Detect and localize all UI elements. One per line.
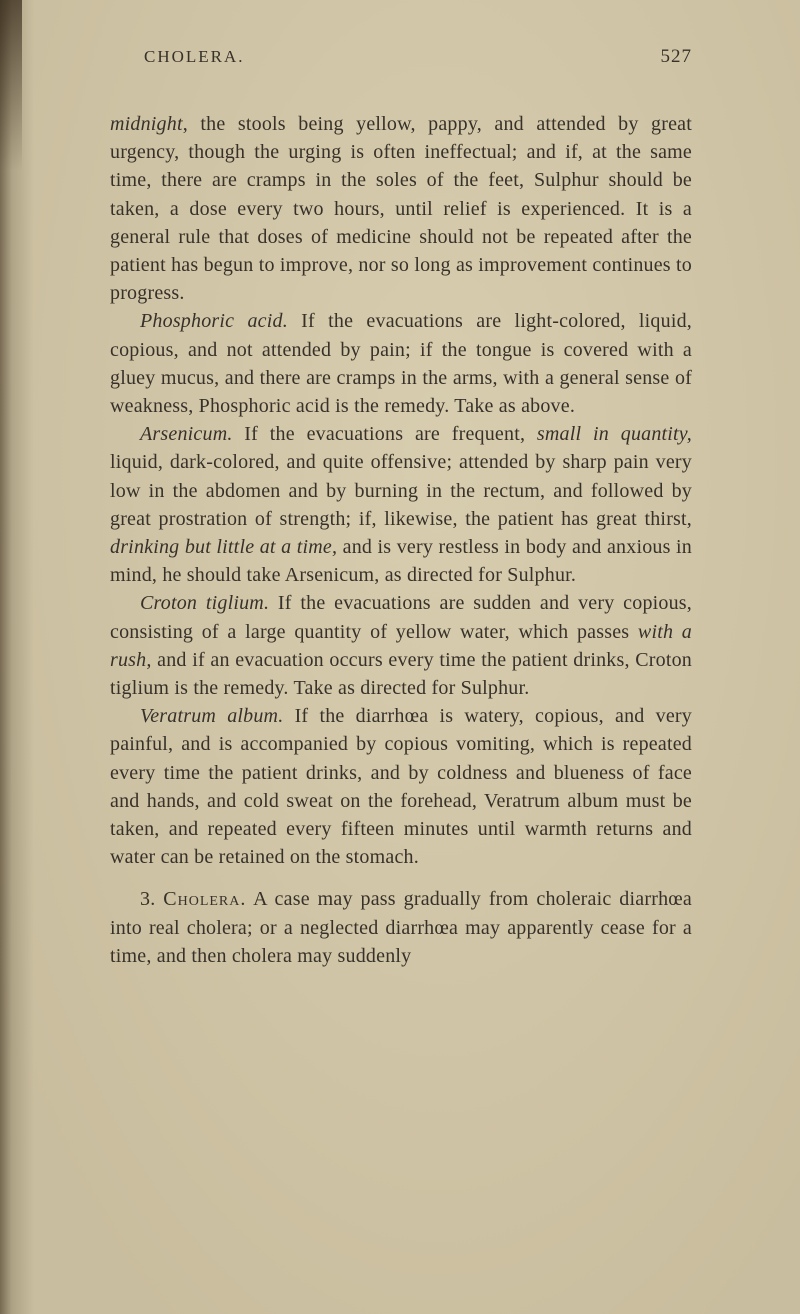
- text-segment-italic: with a rush,: [110, 620, 692, 671]
- text-segment: and is very restless in body and anxious in mind, he should take Arsenicum, as directed for Sulphur.: [110, 536, 692, 587]
- text-segment-italic: small in quantity,: [536, 423, 692, 446]
- text-segment-italic: Veratrum album.: [140, 705, 284, 728]
- text-segment: liquid, dark-colored, and quite offensive; attended by sharp pain very low in the abdomen and by burning in the rectum, and followed by great prostration of strength; if, likewise, the patient has great thirst,: [110, 451, 692, 530]
- paragraph: [110, 885, 692, 970]
- paragraph: [110, 110, 692, 307]
- text-segment-smallcaps: Cholera.: [163, 888, 247, 911]
- page-header: [110, 46, 692, 68]
- text-segment: If the evacuations are light-colored, liquid, copious, and not attended by pain; if the tongue is covered with a gluey mucus, and there are cramps in the arms, with a general sense of weakness, Phosphoric acid is the remedy. Take as above.: [110, 310, 692, 418]
- paragraph: [110, 420, 692, 589]
- paragraph: [110, 702, 692, 871]
- paragraph: [110, 589, 692, 702]
- text-segment-italic: Phosphoric acid.: [140, 310, 288, 333]
- text-segment: , the stools being yellow, pappy, and attended by great urgency, though the urging is often ineffectual; and if, at the same time, there are cramps in the soles of the feet, Sulphur should be taken, a dose every two hours, until relief is experienced. It is a general rule that doses of medicine should not be repeated after the patient has begun to improve, nor so long as improvement continues to progress.: [110, 113, 692, 305]
- text-segment-italic: Croton tiglium.: [140, 592, 270, 615]
- text-segment: If the evacuations are frequent,: [232, 423, 537, 446]
- text-segment-italic: Arsenicum.: [140, 423, 233, 446]
- text-segment: and if an evacuation occurs every time the patient drinks, Croton tiglium is the remedy. Take as directed for Sulphur.: [110, 648, 692, 700]
- page-body: [110, 110, 692, 970]
- paragraph: [110, 307, 692, 420]
- text-segment-italic: drinking but little at a time,: [110, 536, 338, 559]
- page-gutter-shadow: [0, 0, 34, 1314]
- running-title: CHOLERA.: [144, 47, 245, 66]
- text-segment: If the diarrhœa is watery, copious, and very painful, and is accompanied by copious vomiting, which is repeated every time the patient drinks, and by coldness and blueness of face and hands, and cold sweat on the forehead, Veratrum album must be taken, and repeated every fifteen minutes until warmth returns and water can be retained on the stomach.: [110, 705, 692, 869]
- page-edge-shadow: [0, 0, 22, 190]
- text-segment-italic: midnight: [110, 113, 183, 135]
- text-segment: If the evacuations are sudden and very copious, consisting of a large quantity of yellow water, which passes: [110, 592, 692, 643]
- text-segment: 3.: [140, 888, 164, 911]
- page-number: 527: [660, 46, 692, 67]
- text-segment: A case may pass gradually from choleraic diarrhœa into real cholera; or a neglected diarrhœa may apparently cease for a time, and then cholera may suddenly: [110, 888, 692, 967]
